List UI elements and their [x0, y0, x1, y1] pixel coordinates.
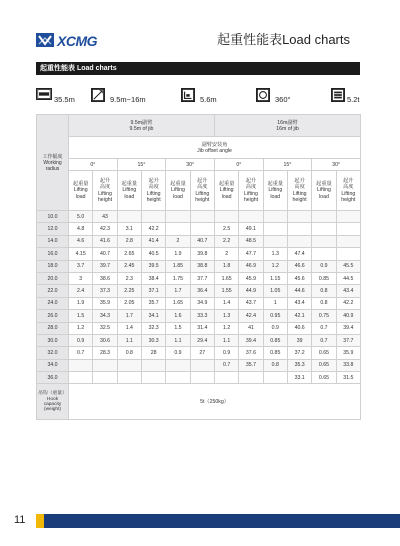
radius-cell: 36.0 [37, 372, 69, 384]
radius-cell: 20.0 [37, 272, 69, 284]
lifting-height-cell: 35.9 [336, 347, 360, 359]
radius-cell: 30.0 [37, 334, 69, 346]
table-row [37, 285, 361, 297]
lifting-load-cell: 2 [166, 235, 190, 247]
lifting-height-cell: 33.3 [190, 310, 214, 322]
lifting-height-cell: 42.2 [141, 223, 165, 235]
lifting-height-cell: 37.1 [141, 285, 165, 297]
lifting-height-header: 起升 高度 Lifting height [190, 171, 214, 211]
lifting-load-cell: 2.8 [117, 235, 141, 247]
slewing-360-icon [256, 88, 270, 102]
radius-cell: 28.0 [37, 322, 69, 334]
table-row [37, 223, 361, 235]
lifting-height-cell: 39.4 [336, 322, 360, 334]
lifting-load-cell: 1.65 [214, 272, 238, 284]
lifting-load-cell: 1.2 [214, 322, 238, 334]
hook-capacity-label: 吊钩（重量） Hook capacity (weight) [37, 384, 69, 420]
lifting-height-cell [287, 235, 311, 247]
lifting-load-cell: 1.4 [214, 297, 238, 309]
lifting-height-cell [93, 372, 117, 384]
lifting-height-cell: 38.4 [141, 272, 165, 284]
lifting-height-cell: 39.5 [141, 260, 165, 272]
lifting-load-cell: 1.1 [117, 334, 141, 346]
lifting-height-header: 起升 高度 Lifting height [287, 171, 311, 211]
jib-length-icon [91, 88, 105, 102]
lifting-load-cell: 0.9 [69, 334, 93, 346]
hook-capacity-value: 5t（250kg） [69, 384, 361, 420]
lifting-load-cell: 0.7 [69, 347, 93, 359]
lifting-height-cell: 46.9 [239, 260, 263, 272]
lifting-height-cell [141, 359, 165, 371]
offset-angle-cell: 30° [312, 159, 361, 171]
spec-row [36, 88, 360, 108]
radius-cell: 24.0 [37, 297, 69, 309]
lifting-height-header: 起升 高度 Lifting height [141, 171, 165, 211]
lifting-height-cell: 40.5 [141, 248, 165, 260]
lifting-height-cell: 41 [239, 322, 263, 334]
lifting-load-cell: 3.1 [117, 223, 141, 235]
lifting-height-cell: 39.8 [190, 248, 214, 260]
lifting-load-cell [263, 235, 287, 247]
lifting-load-cell [166, 223, 190, 235]
lifting-load-cell: 0.85 [263, 347, 287, 359]
spec-outrigger-span [181, 88, 241, 108]
lifting-height-cell [336, 248, 360, 260]
lifting-load-cell: 2.3 [117, 272, 141, 284]
lifting-height-cell: 37.2 [287, 347, 311, 359]
lifting-height-cell [336, 235, 360, 247]
table-row [37, 235, 361, 247]
lifting-height-cell: 34.3 [93, 310, 117, 322]
lifting-load-cell: 2.65 [117, 248, 141, 260]
lifting-height-cell: 44.9 [239, 285, 263, 297]
lifting-load-cell: 1.2 [263, 260, 287, 272]
lifting-height-cell: 47.4 [287, 248, 311, 260]
lifting-load-cell: 3 [69, 272, 93, 284]
lifting-load-cell [166, 359, 190, 371]
lifting-load-cell: 2.4 [69, 285, 93, 297]
lifting-load-cell [214, 372, 238, 384]
lifting-load-cell: 1.7 [117, 310, 141, 322]
radius-cell: 26.0 [37, 310, 69, 322]
lifting-height-cell [287, 211, 311, 223]
footer-accent-yellow [36, 514, 44, 528]
lifting-load-cell: 1.3 [263, 248, 287, 260]
lifting-load-cell: 0.8 [263, 359, 287, 371]
lifting-height-cell: 49.1 [239, 223, 263, 235]
lifting-height-cell: 40.7 [93, 248, 117, 260]
lifting-height-cell: 43 [93, 211, 117, 223]
lifting-height-cell [190, 372, 214, 384]
jib-95-header: 9.5m副臂 9.5m of jib [69, 115, 215, 137]
lifting-height-cell: 42.2 [336, 297, 360, 309]
spec-value: 360° [275, 95, 291, 104]
lifting-load-cell [166, 211, 190, 223]
table-row [37, 372, 361, 384]
lifting-load-cell [117, 372, 141, 384]
hook-capacity-row [37, 384, 361, 420]
lifting-height-cell: 41.4 [141, 235, 165, 247]
table-row [37, 272, 361, 284]
table-body [37, 211, 361, 420]
lifting-load-cell: 0.65 [312, 347, 336, 359]
lifting-height-cell: 31.4 [190, 322, 214, 334]
lifting-load-cell [263, 223, 287, 235]
radius-header: 工作幅度 Working radius [37, 115, 69, 211]
lifting-load-cell [117, 211, 141, 223]
table-row [37, 334, 361, 346]
lifting-load-cell: 4.8 [69, 223, 93, 235]
lifting-height-cell: 44.5 [336, 272, 360, 284]
lifting-height-cell [190, 359, 214, 371]
lifting-load-cell: 1.15 [263, 272, 287, 284]
lifting-height-cell: 34.9 [190, 297, 214, 309]
lifting-height-cell [141, 372, 165, 384]
lifting-load-cell: 1.55 [214, 285, 238, 297]
lifting-height-cell: 33.1 [287, 372, 311, 384]
lifting-load-cell: 0.65 [312, 359, 336, 371]
lifting-height-cell [239, 372, 263, 384]
section-title: 起重性能表 Load charts [40, 65, 117, 72]
lifting-load-cell [69, 359, 93, 371]
lifting-load-cell: 0.9 [166, 347, 190, 359]
offset-angle-cell: 15° [263, 159, 312, 171]
lifting-height-cell: 43.4 [287, 297, 311, 309]
lifting-load-cell: 1.2 [69, 322, 93, 334]
lifting-load-cell: 1.75 [166, 272, 190, 284]
table-row [37, 211, 361, 223]
radius-cell: 18.0 [37, 260, 69, 272]
lifting-load-cell: 1.65 [166, 297, 190, 309]
table-row [37, 297, 361, 309]
lifting-height-cell: 44.6 [287, 285, 311, 297]
lifting-height-cell: 32.5 [93, 322, 117, 334]
lifting-height-cell: 42.3 [93, 223, 117, 235]
lifting-height-cell: 35.3 [287, 359, 311, 371]
lifting-height-cell: 38.6 [93, 272, 117, 284]
lifting-load-cell [312, 223, 336, 235]
lifting-height-cell: 35.7 [239, 359, 263, 371]
lifting-height-cell: 39 [287, 334, 311, 346]
lifting-height-cell [190, 223, 214, 235]
lifting-load-cell: 1.1 [166, 334, 190, 346]
footer-bar-navy [44, 514, 400, 528]
lifting-load-cell: 1.7 [166, 285, 190, 297]
lifting-load-cell: 0.95 [263, 310, 287, 322]
lifting-height-cell: 38.8 [190, 260, 214, 272]
lifting-height-header: 起升 高度 Lifting height [93, 171, 117, 211]
lifting-load-cell: 3.7 [69, 260, 93, 272]
lifting-load-cell: 1.1 [214, 334, 238, 346]
offset-angle-cell: 0° [69, 159, 118, 171]
lifting-load-cell [69, 372, 93, 384]
lifting-height-cell: 37.6 [239, 347, 263, 359]
radius-cell: 12.0 [37, 223, 69, 235]
spec-jib-length [91, 88, 161, 108]
lifting-load-cell: 1 [263, 297, 287, 309]
lifting-load-cell [263, 372, 287, 384]
radius-cell: 34.0 [37, 359, 69, 371]
lifting-height-cell: 31.5 [336, 372, 360, 384]
lifting-load-header: 起重量 Lifting load [166, 171, 190, 211]
lifting-height-cell: 29.4 [190, 334, 214, 346]
lifting-height-cell [190, 211, 214, 223]
label-row [37, 171, 361, 211]
lifting-height-cell: 40.7 [190, 235, 214, 247]
lifting-height-cell: 30.6 [93, 334, 117, 346]
lifting-height-cell: 41.6 [93, 235, 117, 247]
lifting-load-cell: 0.85 [263, 334, 287, 346]
lifting-load-cell [214, 211, 238, 223]
lifting-height-cell: 43.4 [336, 285, 360, 297]
lifting-load-cell: 1.85 [166, 260, 190, 272]
lifting-height-cell: 48.5 [239, 235, 263, 247]
radius-cell: 22.0 [37, 285, 69, 297]
spec-slewing [256, 88, 316, 108]
lifting-load-cell: 1.9 [166, 248, 190, 260]
lifting-load-cell: 1.05 [263, 285, 287, 297]
lifting-height-cell [287, 223, 311, 235]
offset-angle-cell: 30° [166, 159, 215, 171]
lifting-height-cell [336, 223, 360, 235]
lifting-load-cell: 0.8 [312, 285, 336, 297]
lifting-height-cell: 28.3 [93, 347, 117, 359]
lifting-height-cell: 42.1 [287, 310, 311, 322]
lifting-load-cell [312, 235, 336, 247]
brand-logo: XCMG [57, 33, 97, 49]
lifting-load-cell: 2.5 [214, 223, 238, 235]
lifting-load-cell: 4.15 [69, 248, 93, 260]
lifting-load-cell: 0.7 [214, 359, 238, 371]
radius-cell: 16.0 [37, 248, 69, 260]
lifting-load-cell: 0.7 [312, 322, 336, 334]
lifting-height-cell: 37.7 [336, 334, 360, 346]
lifting-height-cell [93, 359, 117, 371]
lifting-height-cell: 45.9 [239, 272, 263, 284]
lifting-load-cell: 0.7 [312, 334, 336, 346]
lifting-load-cell: 4.6 [69, 235, 93, 247]
lifting-load-cell [166, 372, 190, 384]
lifting-load-cell: 1.4 [117, 322, 141, 334]
lifting-height-cell: 45.5 [336, 260, 360, 272]
table-row [37, 359, 361, 371]
lifting-height-cell: 42.4 [239, 310, 263, 322]
offset-angle-header: 副臂安装角 Jib offset angle [69, 137, 361, 159]
lifting-load-cell: 0.9 [312, 260, 336, 272]
radius-cell: 14.0 [37, 235, 69, 247]
lifting-height-cell: 32.3 [141, 322, 165, 334]
lifting-height-cell: 36.4 [190, 285, 214, 297]
load-chart-table-wrap [36, 114, 360, 420]
lifting-height-cell: 39.7 [93, 260, 117, 272]
table-row [37, 310, 361, 322]
lifting-load-cell: 0.9 [263, 322, 287, 334]
lifting-height-cell: 30.3 [141, 334, 165, 346]
offset-angle-cell: 15° [117, 159, 166, 171]
lifting-height-cell: 45.6 [287, 272, 311, 284]
spec-value: 35.5m [54, 95, 75, 104]
lifting-load-cell: 0.9 [214, 347, 238, 359]
lifting-height-cell: 33.8 [336, 359, 360, 371]
offset-angle-cell: 0° [214, 159, 263, 171]
lifting-height-cell: 39.4 [239, 334, 263, 346]
boom-length-icon [36, 88, 52, 100]
lifting-load-cell: 0.65 [312, 372, 336, 384]
lifting-load-header: 起重量 Lifting load [69, 171, 93, 211]
lifting-load-cell: 1.5 [69, 310, 93, 322]
xcmg-logo-icon [36, 33, 54, 47]
lifting-load-cell: 1.5 [166, 322, 190, 334]
lifting-load-cell [312, 248, 336, 260]
lifting-load-cell: 1.3 [214, 310, 238, 322]
lifting-height-cell: 40.6 [287, 322, 311, 334]
radius-cell: 10.0 [37, 211, 69, 223]
lifting-height-cell: 27 [190, 347, 214, 359]
lifting-height-cell: 37.3 [93, 285, 117, 297]
radius-cell: 32.0 [37, 347, 69, 359]
table-row [37, 322, 361, 334]
lifting-load-cell: 5.0 [69, 211, 93, 223]
lifting-height-cell [141, 211, 165, 223]
lifting-load-cell: 0.8 [117, 347, 141, 359]
table-row [37, 260, 361, 272]
spec-boom-length [36, 88, 86, 108]
lifting-load-cell [263, 211, 287, 223]
load-chart-table [36, 114, 361, 420]
lifting-load-cell: 2.05 [117, 297, 141, 309]
lifting-load-cell: 2.2 [214, 235, 238, 247]
angle-row [37, 159, 361, 171]
lifting-height-cell: 37.7 [190, 272, 214, 284]
jib-16-header: 16m副臂 16m of jib [214, 115, 360, 137]
lifting-load-cell: 0.8 [312, 297, 336, 309]
lifting-load-cell: 2.25 [117, 285, 141, 297]
lifting-height-header: 起升 高度 Lifting height [239, 171, 263, 211]
table-row [37, 248, 361, 260]
lifting-height-cell: 47.7 [239, 248, 263, 260]
spec-value: 5.6m [200, 95, 217, 104]
outrigger-span-icon [181, 88, 195, 102]
spec-value: 5.2t [347, 95, 360, 104]
lifting-load-header: 起重量 Lifting load [263, 171, 287, 211]
lifting-load-cell [117, 359, 141, 371]
lifting-load-header: 起重量 Lifting load [117, 171, 141, 211]
lifting-load-cell: 0.85 [312, 272, 336, 284]
page-title: 起重性能表Load charts [217, 32, 350, 47]
lifting-load-cell [312, 211, 336, 223]
lifting-height-cell: 46.6 [287, 260, 311, 272]
spec-value: 9.5m~16m [110, 95, 146, 104]
lifting-height-cell [336, 211, 360, 223]
page-number: 11 [14, 514, 26, 526]
lifting-height-cell: 35.7 [141, 297, 165, 309]
lifting-height-cell: 40.9 [336, 310, 360, 322]
lifting-load-header: 起重量 Lifting load [312, 171, 336, 211]
lifting-load-cell: 2 [214, 248, 238, 260]
lifting-load-cell: 0.75 [312, 310, 336, 322]
lifting-height-cell: 34.1 [141, 310, 165, 322]
lifting-height-cell: 35.9 [93, 297, 117, 309]
lifting-height-header: 起升 高度 Lifting height [336, 171, 360, 211]
lifting-height-cell: 43.7 [239, 297, 263, 309]
lifting-height-cell [239, 211, 263, 223]
lifting-load-cell: 1.6 [166, 310, 190, 322]
table-row [37, 347, 361, 359]
spec-counterweight [331, 88, 360, 108]
counterweight-icon [331, 88, 345, 102]
lifting-load-cell: 2.45 [117, 260, 141, 272]
lifting-load-header: 起重量 Lifting load [214, 171, 238, 211]
lifting-height-cell: 28 [141, 347, 165, 359]
lifting-load-cell: 1.8 [214, 260, 238, 272]
lifting-load-cell: 1.9 [69, 297, 93, 309]
